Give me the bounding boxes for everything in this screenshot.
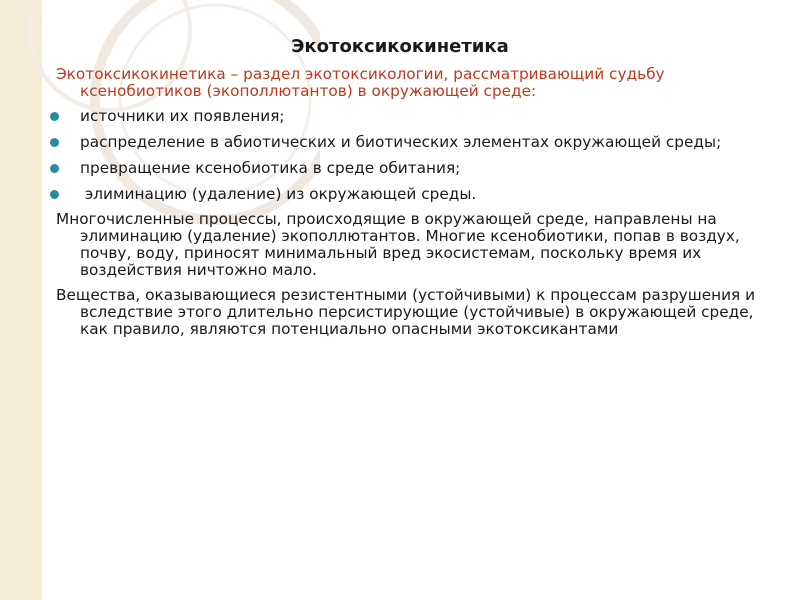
bullet-text: распределение в абиотических и биотических элементах окружающей среды; xyxy=(80,133,722,151)
paragraph-elimination: Многочисленные процессы, происходящие в окружающей среде, направлены на элиминацию (удаление) экополлютантов. Многие ксенобиотики, попав в воздух, почву, воду, приносят минимальный вред экосистемам, поскольку время их воздействия ничтожно мало. xyxy=(56,210,740,279)
bullet-text: превращение ксенобиотика в среде обитания; xyxy=(80,159,461,177)
slide-content xyxy=(56,66,756,346)
definition-text: Экотоксикокинетика – раздел экотоксикологии, рассматривающий судьбу ксенобиотиков (экополлютантов) в окружающей среде: xyxy=(56,65,665,100)
bullet-text: источники их появления; xyxy=(80,107,285,125)
bullet-item xyxy=(56,108,756,125)
bullet-dot-icon xyxy=(50,112,59,121)
bullet-text: элиминацию (удаление) из окружающей среды. xyxy=(80,185,477,203)
bullet-dot-icon xyxy=(50,190,59,199)
bullet-item xyxy=(56,160,756,177)
bullet-dot-icon xyxy=(50,164,59,173)
paragraph-persistent: Вещества, оказывающиеся резистентными (устойчивыми) к процессам разрушения и вследствие этого длительно персистирующие (устойчивые) в окружающей среде, как правило, являются потенциально опасными экотоксикантами xyxy=(56,286,756,338)
bullet-item xyxy=(56,186,756,203)
bullet-dot-icon xyxy=(50,138,59,147)
slide-title: Экотоксикокинетика xyxy=(291,36,509,57)
bullet-list xyxy=(56,108,756,203)
bullet-item xyxy=(56,134,756,151)
